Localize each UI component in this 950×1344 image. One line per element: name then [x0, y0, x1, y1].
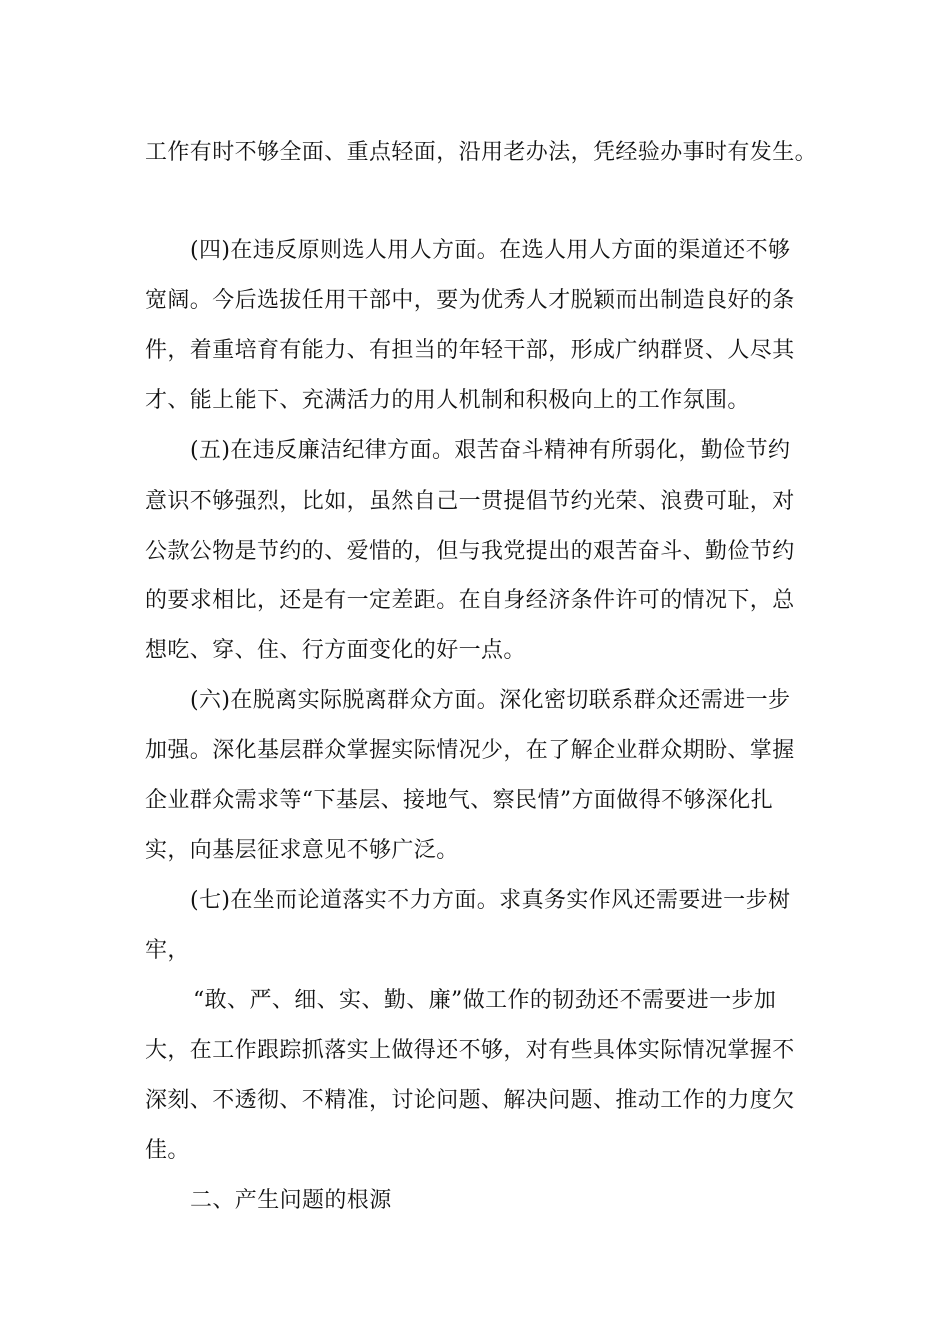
paragraph-line: (四)在违反原则选人用人方面。在选人用人方面的渠道还不够	[190, 238, 791, 263]
paragraph-line: 牢，	[145, 938, 190, 963]
paragraph-line: 工作有时不够全面、重点轻面，沿用老办法，凭经验办事时有发生。	[145, 140, 818, 165]
paragraph-line: 佳。	[145, 1138, 190, 1163]
paragraph-line: 意识不够强烈，比如，虽然自己一贯提倡节约光荣、浪费可耻，对	[145, 489, 795, 514]
paragraph-line: (七)在坐而论道落实不力方面。求真务实作风还需要进一步树	[190, 888, 791, 913]
paragraph-line: 深刻、不透彻、不精准，讨论问题、解决问题、推动工作的力度欠	[145, 1088, 795, 1113]
section-heading: 二、产生问题的根源	[190, 1188, 392, 1213]
paragraph-line: 企业群众需求等“下基层、接地气、察民情”方面做得不够深化扎	[145, 788, 774, 813]
paragraph-line: 想吃、穿、住、行方面变化的好一点。	[145, 638, 526, 663]
paragraph-line: 大，在工作跟踪抓落实上做得还不够，对有些具体实际情况掌握不	[145, 1038, 795, 1063]
paragraph-line: 宽阔。今后选拔任用干部中，要为优秀人才脱颖而出制造良好的条	[145, 288, 795, 313]
paragraph-line: 加强。深化基层群众掌握实际情况少，在了解企业群众期盼、掌握	[145, 738, 795, 763]
paragraph-line: 公款公物是节约的、爱惜的，但与我党提出的艰苦奋斗、勤俭节约	[145, 539, 795, 564]
paragraph-line: (五)在违反廉洁纪律方面。艰苦奋斗精神有所弱化，勤俭节约	[190, 438, 791, 463]
paragraph-line: 的要求相比，还是有一定差距。在自身经济条件许可的情况下，总	[145, 588, 795, 613]
paragraph-line: 实，向基层征求意见不够广泛。	[145, 838, 459, 863]
paragraph-line: 件，着重培育有能力、有担当的年轻干部，形成广纳群贤、人尽其	[145, 338, 795, 363]
paragraph-line: “敢、严、细、实、勤、廉”做工作的韧劲还不需要进一步加	[193, 988, 777, 1013]
paragraph-line: (六)在脱离实际脱离群众方面。深化密切联系群众还需进一步	[190, 688, 791, 713]
paragraph-line: 才、能上能下、充满活力的用人机制和积极向上的工作氛围。	[145, 388, 750, 413]
